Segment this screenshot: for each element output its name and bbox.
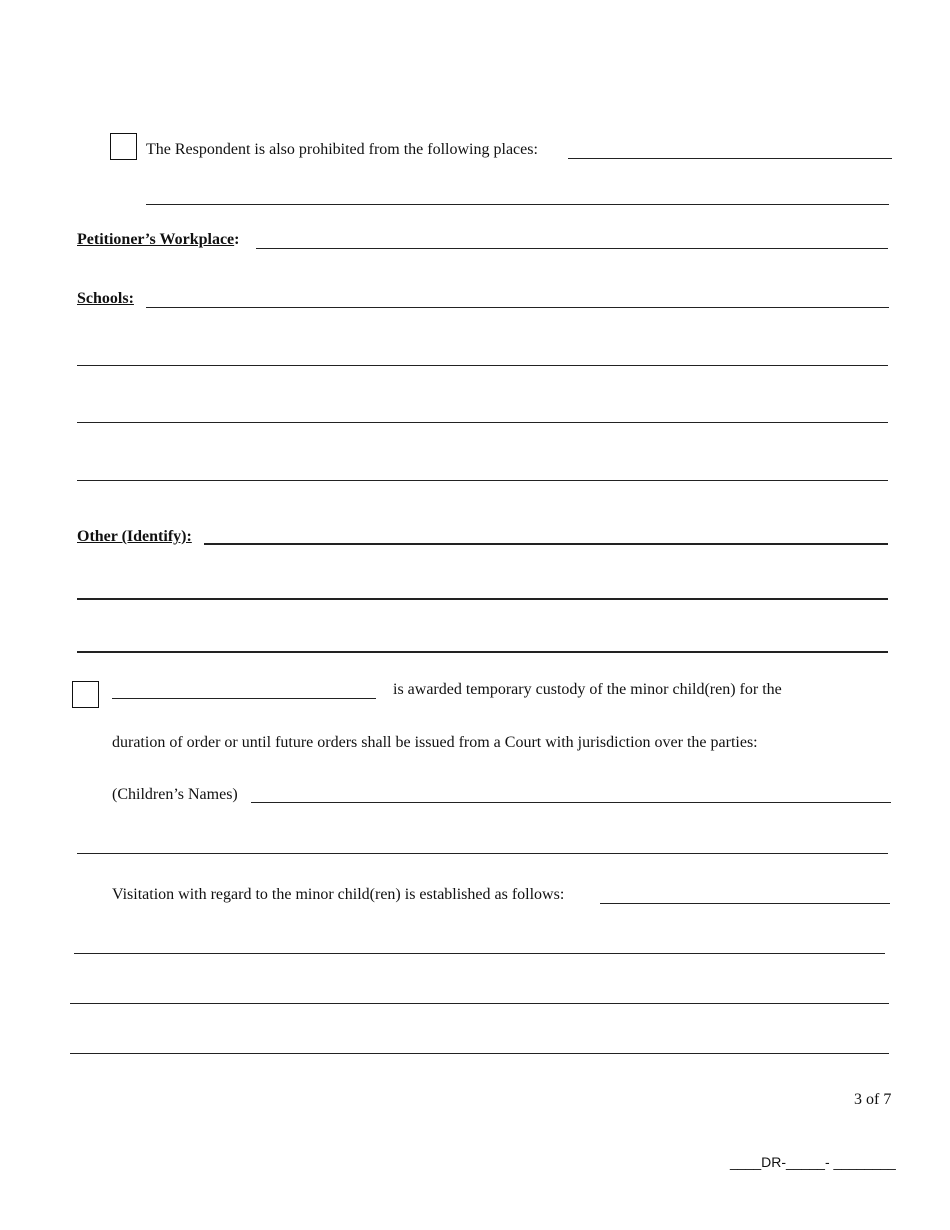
custody-text-line-2: duration of order or until future orders shall be issued from a Court with jurisdiction over the parties: xyxy=(112,734,758,751)
prohibited-places-label: The Respondent is also prohibited from the following places: xyxy=(146,141,538,158)
schools-line-2[interactable] xyxy=(77,365,888,366)
visitation-label: Visitation with regard to the minor child(ren) is established as follows: xyxy=(112,886,565,903)
schools-label: Schools: xyxy=(77,290,134,307)
page-number: 3 of 7 xyxy=(854,1091,892,1108)
custody-checkbox[interactable] xyxy=(72,681,99,708)
visitation-line-3[interactable] xyxy=(70,1003,889,1004)
case-number-field: ____DR-_____- ________ xyxy=(730,1154,896,1170)
workplace-colon: : xyxy=(234,231,240,248)
other-identify-line[interactable] xyxy=(204,543,888,545)
workplace-label-wrapper xyxy=(77,232,239,248)
children-names-line-2[interactable] xyxy=(77,853,888,854)
children-names-label: (Children’s Names) xyxy=(112,786,238,803)
other-identify-line-2[interactable] xyxy=(77,598,888,600)
schools-line-3[interactable] xyxy=(77,422,888,423)
children-names-line[interactable] xyxy=(251,802,891,803)
schools-line-4[interactable] xyxy=(77,480,888,481)
custody-text-line-1: is awarded temporary custody of the minor child(ren) for the xyxy=(393,681,782,698)
workplace-label: Petitioner’s Workplace xyxy=(77,231,235,248)
prohibited-places-line-2[interactable] xyxy=(146,204,889,205)
custodian-name-line[interactable] xyxy=(112,698,376,699)
visitation-line-4[interactable] xyxy=(70,1053,889,1054)
prohibited-places-checkbox[interactable] xyxy=(110,133,137,160)
other-identify-label: Other (Identify): xyxy=(77,528,192,545)
other-identify-line-3[interactable] xyxy=(77,651,888,653)
visitation-line[interactable] xyxy=(600,903,890,904)
visitation-line-2[interactable] xyxy=(74,953,885,954)
schools-line[interactable] xyxy=(146,307,889,308)
prohibited-places-line[interactable] xyxy=(568,158,892,159)
workplace-line[interactable] xyxy=(256,248,888,249)
